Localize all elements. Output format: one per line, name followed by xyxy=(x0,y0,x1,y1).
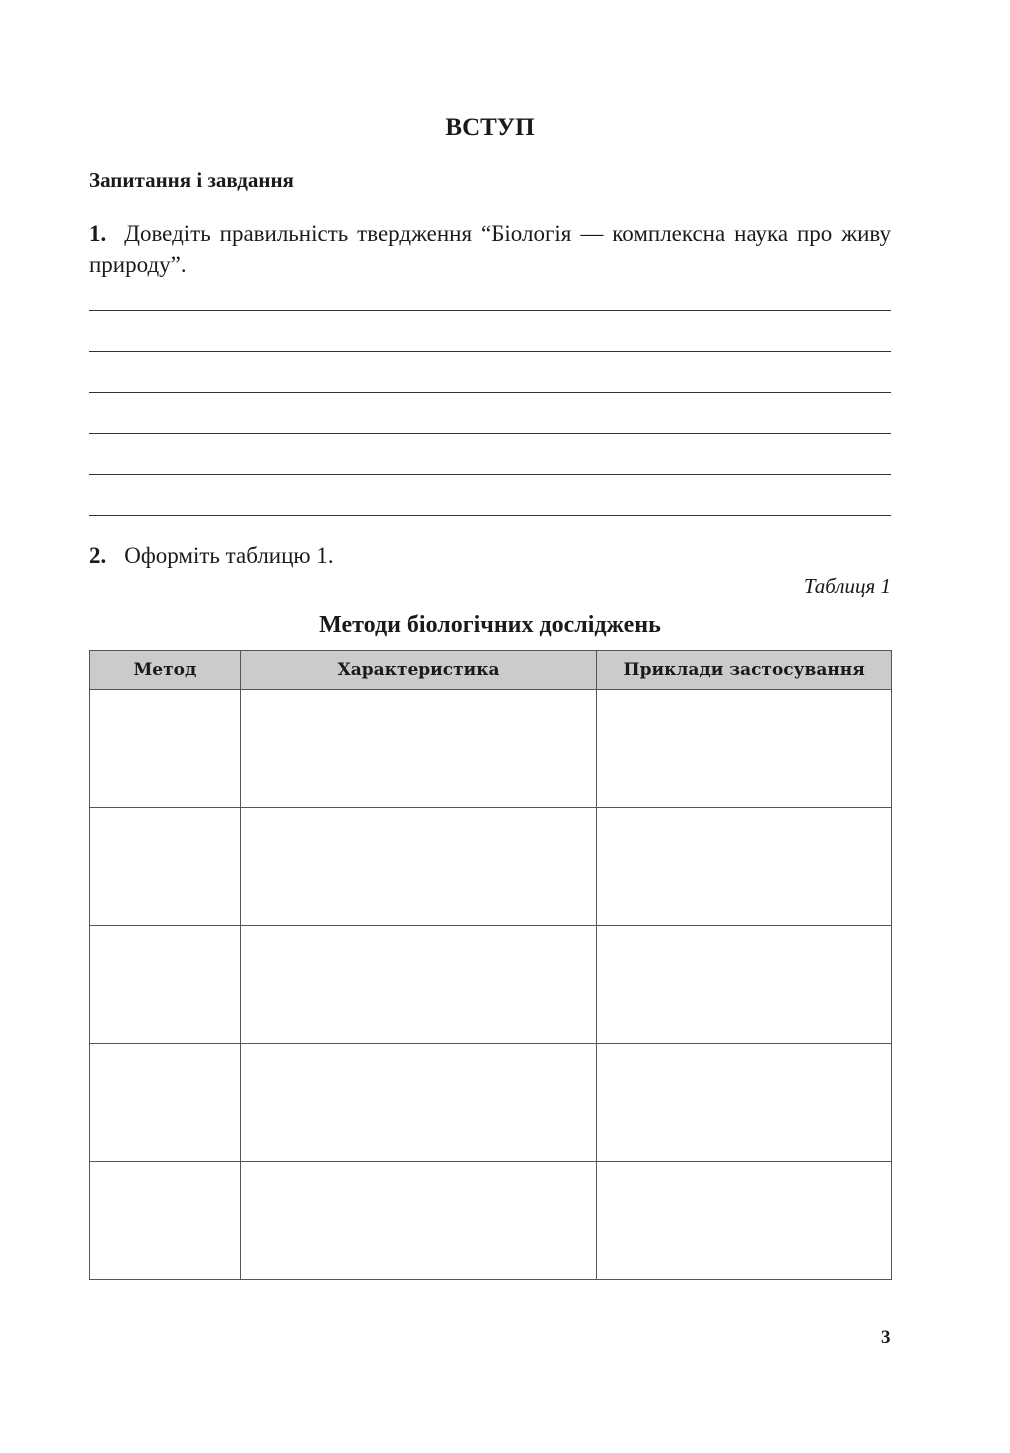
header-method: Метод xyxy=(90,651,241,690)
cell-examples[interactable] xyxy=(597,1044,892,1162)
answer-line[interactable] xyxy=(89,433,891,434)
cell-method[interactable] xyxy=(90,808,241,926)
cell-characteristic[interactable] xyxy=(240,1162,597,1280)
question-number: 2. xyxy=(89,543,107,568)
cell-method[interactable] xyxy=(90,1044,241,1162)
section-heading: Запитання і завдання xyxy=(89,168,294,192)
question-text: Доведіть правильність твердження “Біологія — комплексна наука про живу природу”. xyxy=(89,221,891,277)
header-characteristic: Характеристика xyxy=(240,651,597,690)
cell-characteristic[interactable] xyxy=(240,926,597,1044)
table-label: Таблиця 1 xyxy=(803,574,891,598)
cell-method[interactable] xyxy=(90,926,241,1044)
cell-characteristic[interactable] xyxy=(240,808,597,926)
table-row xyxy=(90,690,892,808)
question-1 xyxy=(89,218,891,280)
cell-method[interactable] xyxy=(90,690,241,808)
table-row xyxy=(90,1162,892,1280)
methods-table xyxy=(89,650,892,1280)
table-header-row xyxy=(90,651,892,690)
answer-line[interactable] xyxy=(89,310,891,311)
page-number: 3 xyxy=(881,1327,891,1348)
cell-characteristic[interactable] xyxy=(240,690,597,808)
question-number: 1. xyxy=(89,221,107,246)
table-row xyxy=(90,808,892,926)
cell-method[interactable] xyxy=(90,1162,241,1280)
cell-examples[interactable] xyxy=(597,690,892,808)
table-row xyxy=(90,926,892,1044)
answer-line[interactable] xyxy=(89,392,891,393)
cell-characteristic[interactable] xyxy=(240,1044,597,1162)
answer-line[interactable] xyxy=(89,474,891,475)
header-examples: Приклади застосування xyxy=(597,651,892,690)
page-title: ВСТУП xyxy=(445,114,535,141)
question-text: Оформіть таблицю 1. xyxy=(124,543,334,568)
cell-examples[interactable] xyxy=(597,926,892,1044)
answer-line[interactable] xyxy=(89,351,891,352)
table-title: Методи біологічних досліджень xyxy=(319,612,661,638)
table-row xyxy=(90,1044,892,1162)
question-2 xyxy=(89,540,891,571)
cell-examples[interactable] xyxy=(597,808,892,926)
answer-line[interactable] xyxy=(89,515,891,516)
cell-examples[interactable] xyxy=(597,1162,892,1280)
